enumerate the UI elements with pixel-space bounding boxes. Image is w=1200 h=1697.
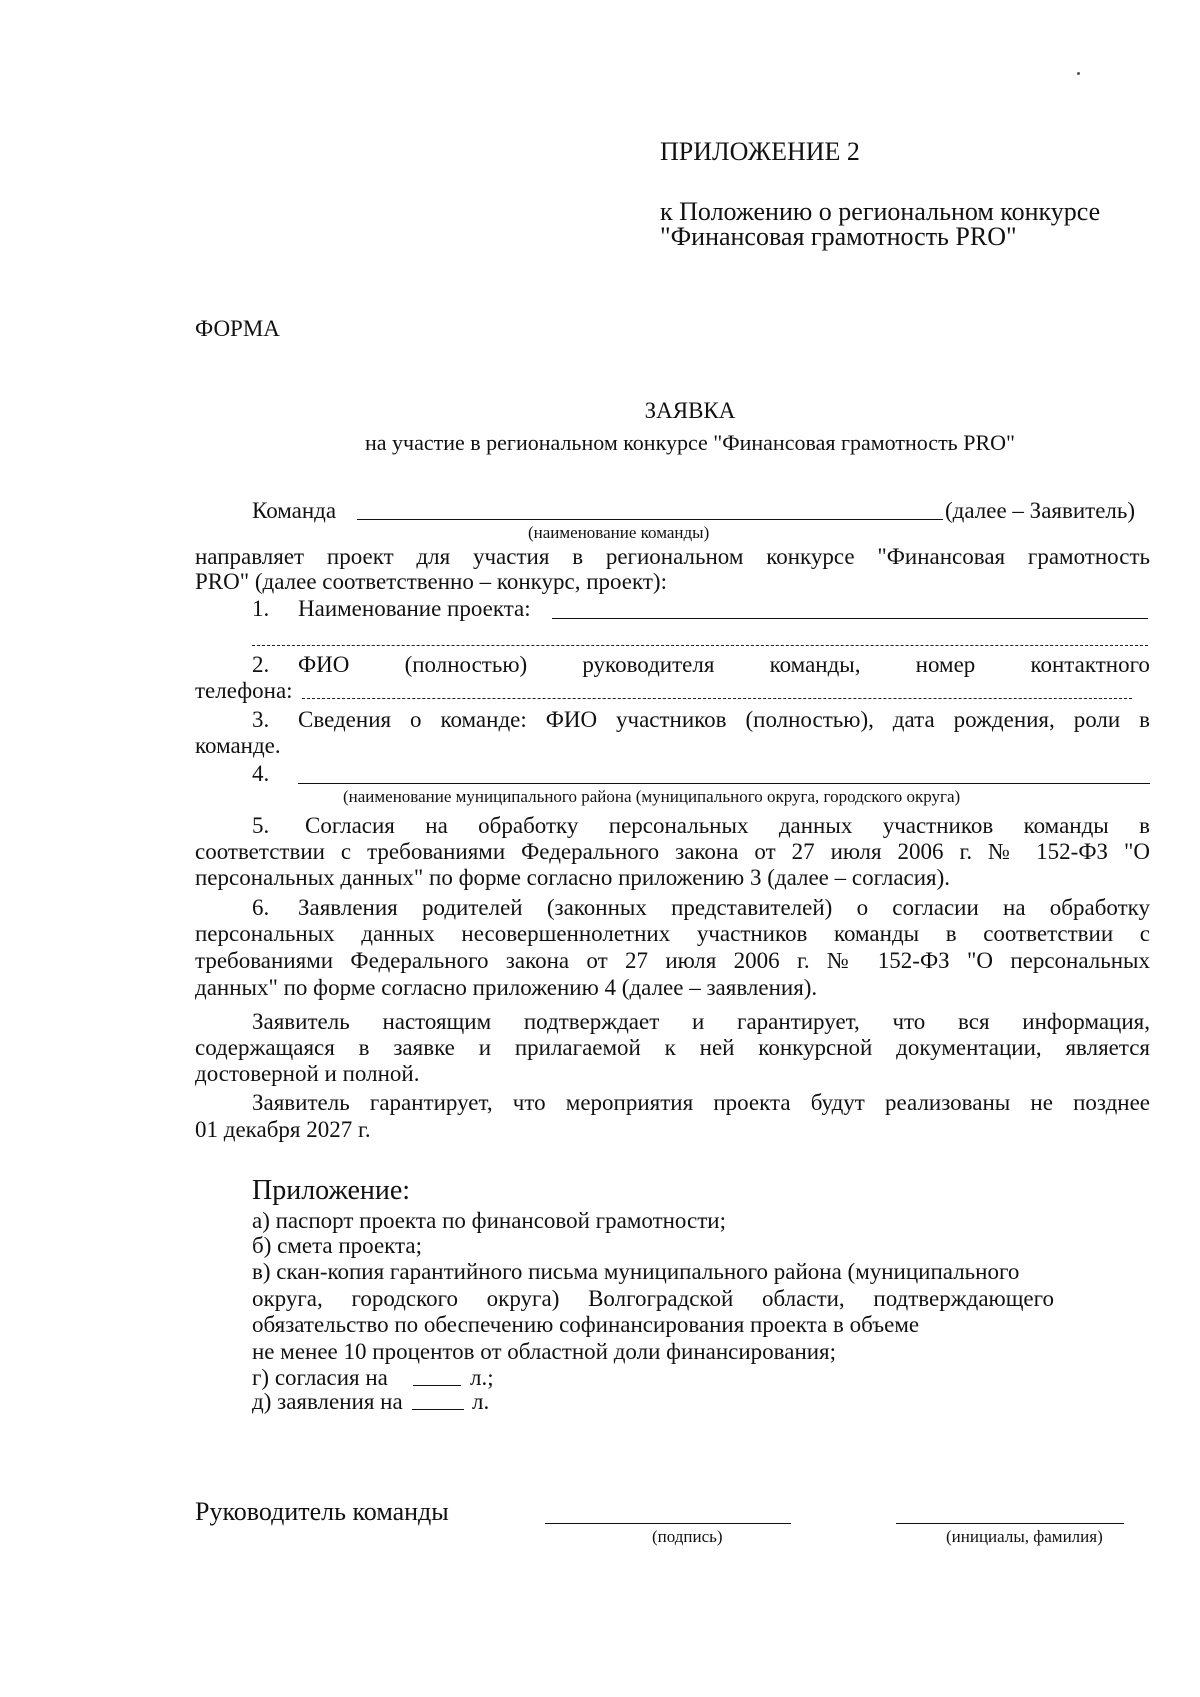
phone-field-line[interactable] (302, 698, 1132, 699)
item5-line3: персональных данных" по форме согласно приложению 3 (далее – согласия). (195, 865, 951, 890)
attachment-d-suffix: л. (472, 1389, 490, 1414)
attachment-v-line2: округа, городского округа) Волгоградской области, подтверждающего (252, 1286, 1054, 1311)
item1-text: Наименование проекта: (298, 596, 531, 621)
item2-word: номер (915, 652, 976, 677)
municipality-field-line[interactable] (298, 783, 1150, 784)
appendix-title: ПРИЛОЖЕНИЕ 2 (660, 137, 860, 166)
team-label: Команда (252, 498, 337, 523)
guarantee1-line2: содержащаяся в заявке и прилагаемой к ней конкурсной документации, является (195, 1035, 1150, 1060)
item2-word: руководителя (582, 652, 715, 677)
signature-label: Руководитель команды (195, 1497, 449, 1526)
team-caption: (наименование команды) (528, 523, 710, 542)
item6-line3: требованиями Федерального закона от 27 июля 2006 г. № 152-ФЗ "О персональных (195, 948, 1150, 973)
appendix-ref-line2: "Финансовая грамотность PRO" (660, 222, 1017, 251)
attachment-g-suffix: л.; (470, 1365, 494, 1390)
attachment-v-line1: в) скан-копия гарантийного письма муниципального района (муниципального (252, 1259, 1020, 1284)
guarantee1-line3: достоверной и полной. (195, 1061, 420, 1086)
team-suffix: (далее – Заявитель) (945, 498, 1136, 523)
guarantee2-line2: 01 декабря 2027 г. (195, 1117, 371, 1142)
attachment-g-prefix: г) согласия на (252, 1365, 388, 1390)
attachment-v-line3: обязательство по обеспечению софинансирования проекта в объеме (252, 1312, 920, 1337)
guarantee2-line1: Заявитель гарантирует, что мероприятия проекта будут реализованы не позднее (252, 1090, 1150, 1115)
initials-caption: (инициалы, фамилия) (946, 1527, 1103, 1546)
item2-word: контактного (1030, 652, 1150, 677)
item2-line1 (298, 651, 1150, 678)
attachment-b: б) смета проекта; (252, 1233, 422, 1258)
signature-field-line[interactable] (545, 1523, 791, 1524)
form-label: ФОРМА (195, 316, 280, 341)
item6-line1: Заявления родителей (законных представителей) о согласии на обработку (298, 895, 1150, 920)
guarantee1-line1: Заявитель настоящим подтверждает и гарантирует, что вся информация, (252, 1009, 1150, 1034)
attachment-d-prefix: д) заявления на (252, 1389, 403, 1414)
item6-number: 6. (252, 895, 270, 920)
intro-line2: PRO" (далее соответственно – конкурс, проект): (195, 569, 667, 594)
item6-line4: данных" по форме согласно приложению 4 (далее – заявления). (195, 975, 818, 1000)
scan-speck (1077, 72, 1080, 75)
item3-line2: команде. (195, 733, 281, 758)
item5-number: 5. (252, 813, 270, 838)
attachments-heading: Приложение: (252, 1175, 411, 1206)
item2-word: (полностью) (404, 652, 528, 677)
item2-word: ФИО (298, 652, 350, 677)
intro-line1: направляет проект для участия в региональном конкурсе "Финансовая грамотность (195, 544, 1150, 569)
item3-line1: Сведения о команде: ФИО участников (полностью), дата рождения, роли в (298, 707, 1150, 732)
appendix-ref-line1: к Положению о региональном конкурсе (660, 197, 1101, 226)
initials-field-line[interactable] (896, 1523, 1124, 1524)
attachment-a: а) паспорт проекта по финансовой грамотности; (252, 1208, 726, 1233)
team-name-field-line[interactable] (357, 519, 943, 520)
statements-pages-field-line[interactable] (412, 1409, 464, 1410)
signature-caption: (подпись) (652, 1527, 723, 1546)
item2-number: 2. (252, 652, 270, 677)
item5-line1: Согласия на обработку персональных данных участников команды в (305, 813, 1150, 838)
item2-line2: телефона: (195, 678, 293, 703)
item5-line2: соответствии с требованиями Федерального закона от 27 июля 2006 г. № 152-ФЗ "О (195, 839, 1150, 864)
consents-pages-field-line[interactable] (413, 1385, 461, 1386)
item1-number: 1. (252, 596, 270, 621)
item4-number: 4. (252, 761, 270, 786)
item4-caption: (наименование муниципального района (муниципального округа, городского округа) (343, 787, 961, 806)
application-subtitle: на участие в региональном конкурсе "Финансовая грамотность PRO" (364, 430, 1015, 455)
project-name-field-line[interactable] (552, 618, 1148, 619)
item2-word: команды, (769, 652, 861, 677)
project-name-field-line-2[interactable] (252, 645, 1148, 646)
application-title: ЗАЯВКА (644, 398, 736, 423)
item3-number: 3. (252, 707, 270, 732)
attachment-v-line4: не менее 10 процентов от областной доли финансирования; (252, 1339, 837, 1364)
item6-line2: персональных данных несовершеннолетних участников команды в соответствии с (195, 921, 1150, 946)
